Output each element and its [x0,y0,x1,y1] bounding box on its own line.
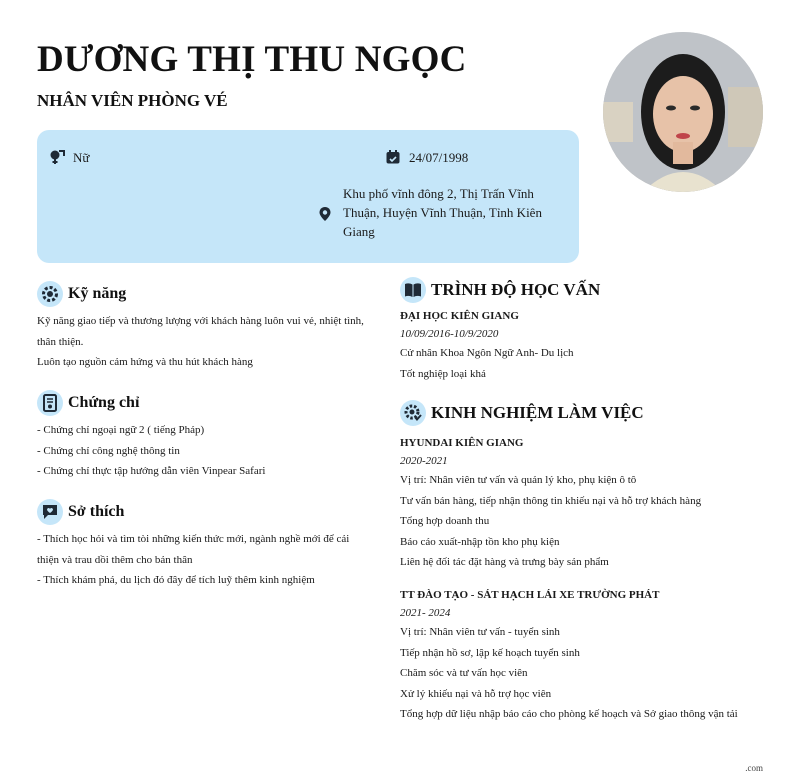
list-item: Kỹ năng giao tiếp và thương lượng với khách hàng luôn vui vẻ, nhiệt tình, thân thiện. [37,315,364,348]
skills-icon [37,281,63,307]
calendar-icon [385,149,401,165]
list-item: Tổng hợp dữ liệu nhập báo cáo cho phòng kế hoạch và Sở giao thông vận tải [400,708,738,720]
job-period: 2020-2021 [400,455,448,467]
certificate-icon [37,390,63,416]
gender-icon [49,149,65,165]
location-pin-icon [317,206,333,222]
candidate-name: DƯƠNG THỊ THU NGỌC [37,39,467,80]
list-item: Vị trí: Nhân viên tư vấn - tuyển sinh [400,626,560,638]
list-item: Cử nhân Khoa Ngôn Ngữ Anh- Du lịch [400,347,574,359]
experience-icon [400,400,426,426]
personal-info-panel [37,130,579,263]
experience-heading [400,400,644,426]
avatar [603,32,763,192]
hobbies-title: Sở thích [68,503,125,520]
list-item: Vị trí: Nhân viên tư vấn và quản lý kho, phụ kiện ô tô [400,474,637,486]
education-heading [400,277,600,303]
education-entry [400,307,760,384]
list-item: - Thích khám phá, du lịch đó đây để tích luỹ thêm kinh nghiệm [37,574,315,586]
job-entry [400,586,780,725]
gender-row [49,148,89,167]
list-item: Liên hệ đối tác đặt hàng và trưng bày sản phẩm [400,556,609,568]
education-period: 10/09/2016-10/9/2020 [400,328,499,340]
list-item: Chăm sóc và tư vấn học viên [400,667,528,679]
list-item: Tốt nghiệp loại khá [400,367,486,380]
job-period: 2021- 2024 [400,607,451,619]
list-item: Báo cáo xuất-nhập tồn kho phụ kiện [400,535,560,548]
certificates-heading [37,390,139,416]
list-item: - Chứng chỉ thực tập hướng dẫn viên Vinpear Safari [37,465,266,477]
list-item: Tổng hợp doanh thu [400,515,490,527]
heart-chat-icon [37,499,63,525]
skills-title: Kỹ năng [68,285,127,302]
hobbies-heading [37,499,124,525]
footer-watermark: .com [745,763,763,773]
job-title: NHÂN VIÊN PHÒNG VÉ [37,91,228,110]
company-name: TT ĐÀO TẠO - SÁT HẠCH LÁI XE TRƯỜNG PHÁT [400,589,660,601]
job-entry [400,434,780,573]
list-item: - Chứng chỉ công nghệ thông tin [37,444,180,457]
skills-heading [37,281,126,307]
certificates-list [37,420,367,482]
book-icon [400,277,426,303]
list-item: Tiếp nhận hồ sơ, lập kế hoạch tuyển sinh [400,646,580,659]
certificates-title: Chứng chỉ [68,394,140,411]
list-item: Tư vấn bán hàng, tiếp nhận thông tin khiếu nại và hỗ trợ khách hàng [400,494,702,507]
list-item: - Thích học hỏi và tìm tòi những kiến thức mới, ngành nghề mới để cải thiện và trau dồi thêm cho bản thân [37,533,350,566]
address-value: Khu phố vĩnh đông 2, Thị Trấn Vĩnh Thuận, Huyện Vĩnh Thuận, Tỉnh Kiên Giang [343,186,542,239]
school-name: ĐẠI HỌC KIÊN GIANG [400,310,519,322]
gender-value: Nữ [73,150,90,165]
education-title: TRÌNH ĐỘ HỌC VẤN [431,280,601,299]
experience-title: KINH NGHIỆM LÀM VIỆC [431,403,644,422]
birthdate-value: 24/07/1998 [409,150,469,165]
list-item: - Chứng chỉ ngoại ngữ 2 ( tiếng Pháp) [37,424,205,436]
company-name: HYUNDAI KIÊN GIANG [400,437,524,449]
birthdate-row [385,148,468,167]
list-item: Xử lý khiếu nại và hỗ trợ học viên [400,687,552,700]
list-item: Luôn tạo nguồn cảm hứng và thu hút khách hàng [37,356,253,368]
address-row [317,184,565,241]
portrait-photo [603,32,763,192]
skills-list [37,311,367,373]
hobbies-list [37,529,367,591]
